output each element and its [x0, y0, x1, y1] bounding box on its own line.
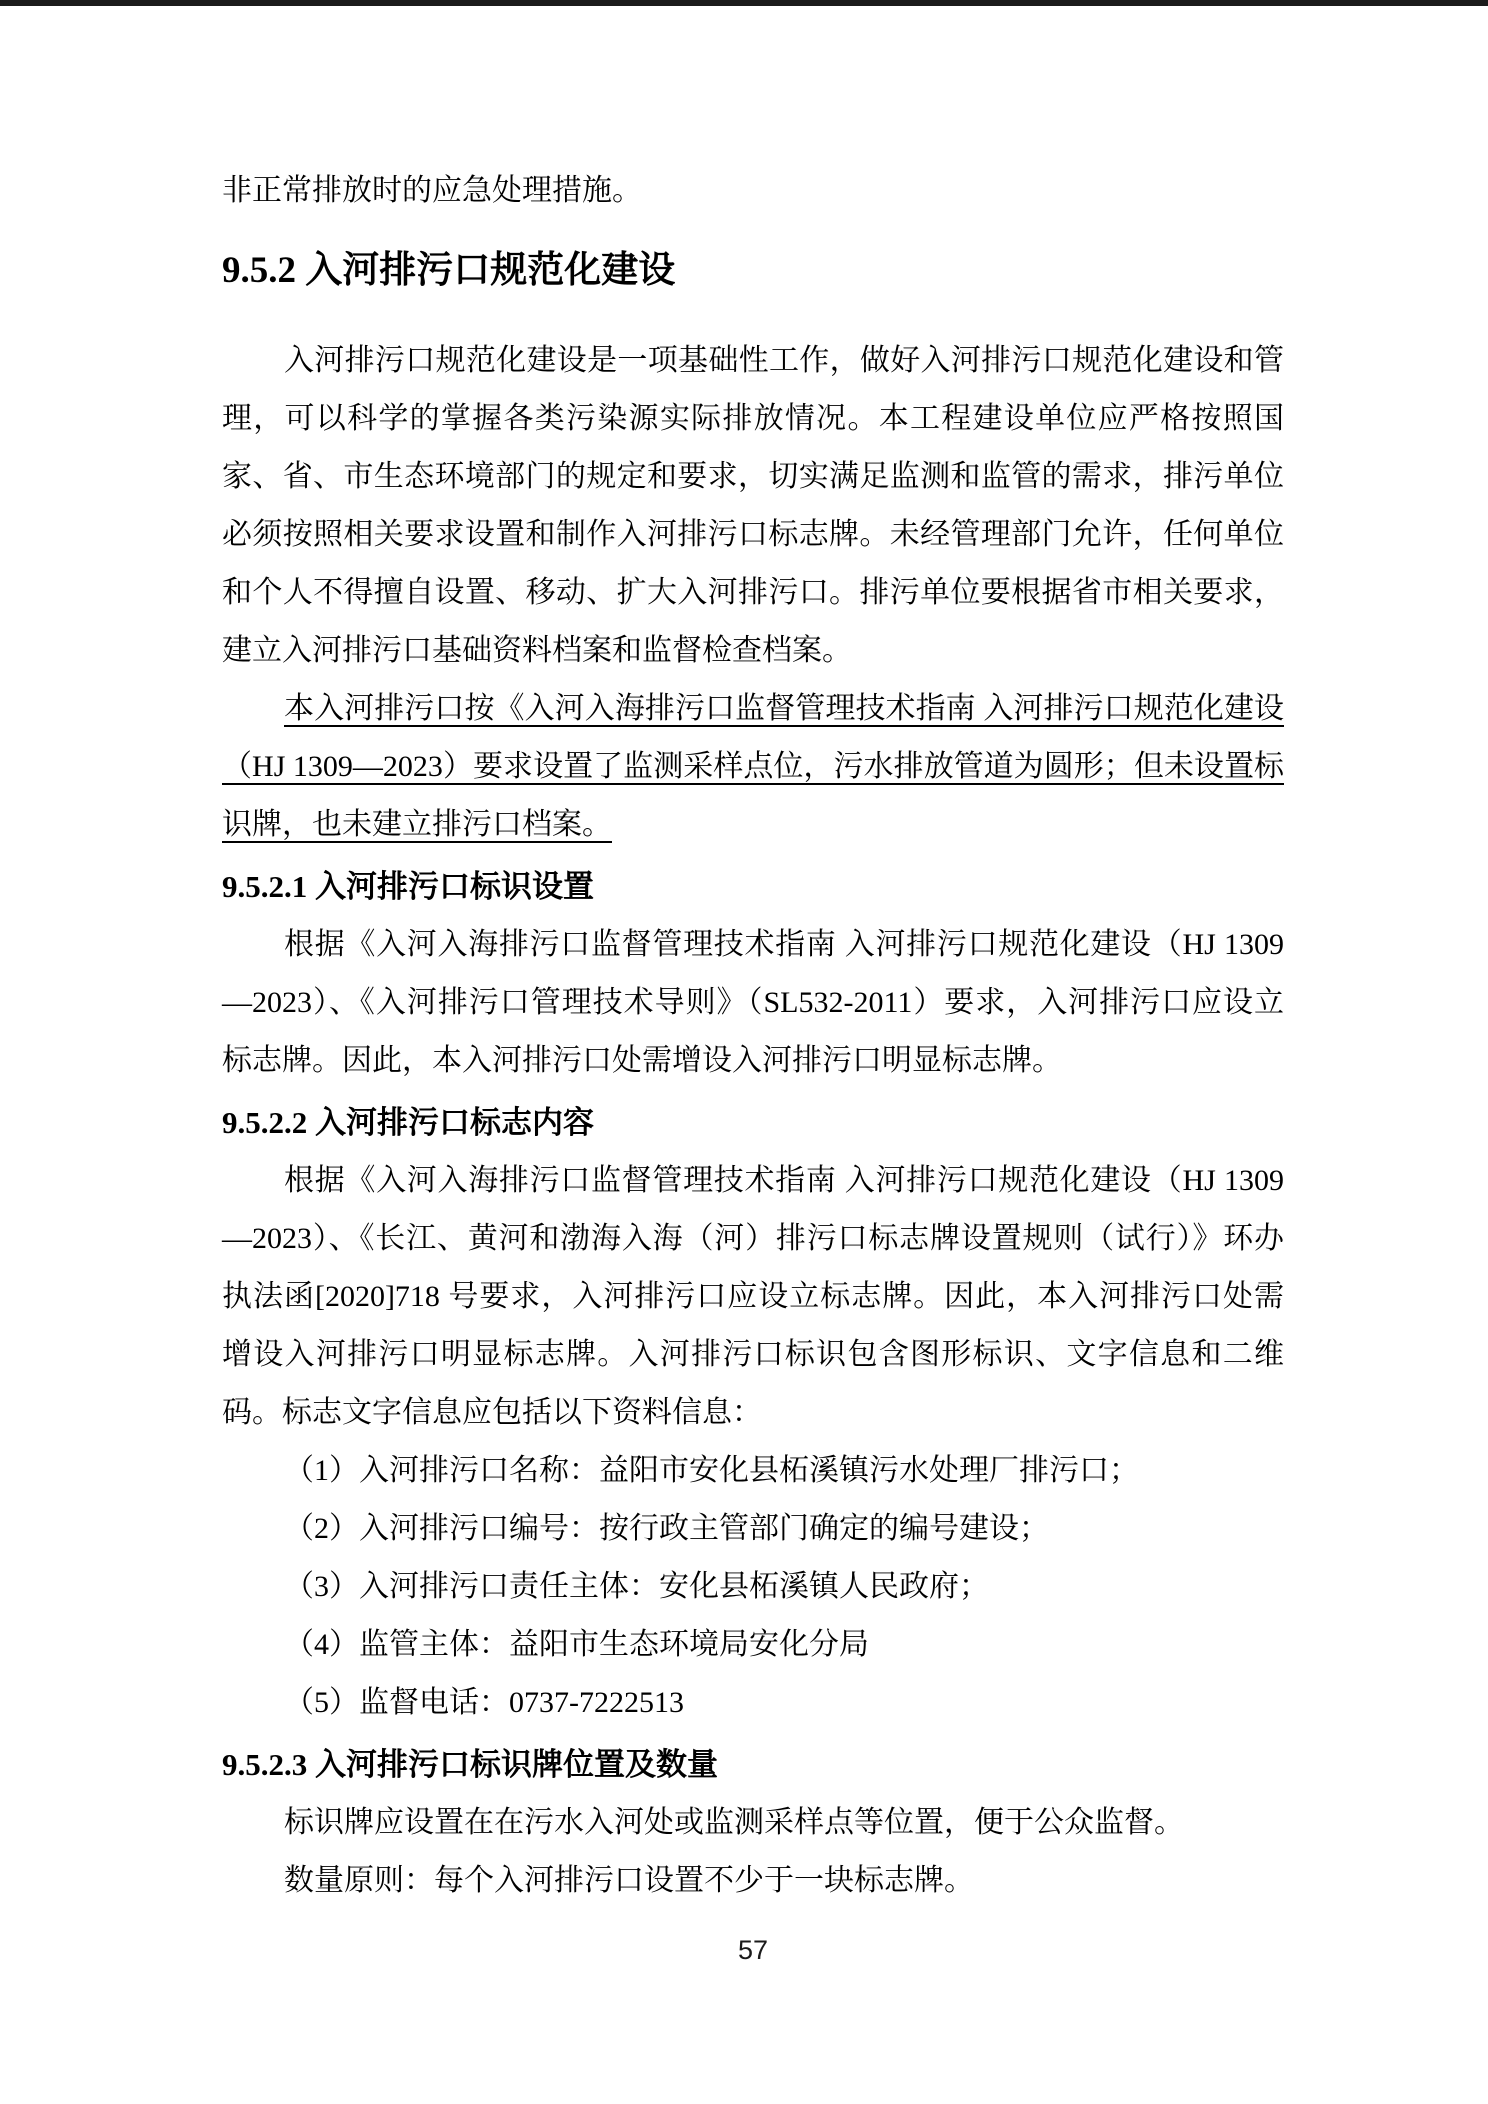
paragraph-sign-location: 标识牌应设置在在污水入河处或监测采样点等位置，便于公众监督。: [284, 1806, 1184, 1839]
paragraph-sign-quantity: 数量原则：每个入河排污口设置不少于一块标志牌。: [284, 1864, 974, 1897]
list-item-outlet-name: （1）入河排污口名称：益阳市安化县柘溪镇污水处理厂排污口；: [284, 1454, 1139, 1487]
list-item-supervising-entity: （4）监管主体：益阳市生态环境局安化分局: [284, 1628, 869, 1661]
top-border-bar: [0, 0, 1488, 6]
list-item-responsible-entity: （3）入河排污口责任主体：安化县柘溪镇人民政府；: [284, 1570, 989, 1603]
subsection-heading-9-5-2-1: 9.5.2.1 入河排污口标识设置: [222, 869, 594, 904]
paragraph-sign-setup: 根据《入河入海排污口监督管理技术指南 入河排污口规范化建设（HJ 1309—2023）、《入河排污口管理技术导则》（SL532-2011）要求，入河排污口应设立标志牌。因此，本入河排污口处需增设入河排污口明显标志牌。: [222, 928, 1284, 1077]
paragraph-overview: 入河排污口规范化建设是一项基础性工作，做好入河排污口规范化建设和管理，可以科学的掌握各类污染源实际排放情况。本工程建设单位应严格按照国家、省、市生态环境部门的规定和要求，切实满足监测和监管的需求，排污单位必须按照相关要求设置和制作入河排污口标志牌。未经管理部门允许，任何单位和个人不得擅自设置、移动、扩大入河排污口。排污单位要根据省市相关要求，建立入河排污口基础资料档案和监督检查档案。: [222, 344, 1284, 667]
section-heading-9-5-2: 9.5.2 入河排污口规范化建设: [222, 250, 676, 291]
list-item-outlet-number: （2）入河排污口编号：按行政主管部门确定的编号建设；: [284, 1512, 1049, 1545]
paragraph-compliance-status: 本入河排污口按《入河入海排污口监督管理技术指南 入河排污口规范化建设（HJ 1309—2023）要求设置了监测采样点位，污水排放管道为圆形；但未设置标识牌，也未建立排污口档案。: [222, 692, 1284, 841]
page-number: 57: [737, 1935, 769, 1965]
paragraph-sign-content: 根据《入河入海排污口监督管理技术指南 入河排污口规范化建设（HJ 1309—2023）、《长江、黄河和渤海入海（河）排污口标志牌设置规则（试行）》环办执法函[2020]718 号要求，入河排污口应设立标志牌。因此，本入河排污口处需增设入河排污口明显标志牌。入河排污口标识包含图形标识、文字信息和二维码。标志文字信息应包括以下资料信息：: [222, 1164, 1284, 1429]
subsection-heading-9-5-2-2: 9.5.2.2 入河排污口标志内容: [222, 1105, 594, 1140]
continuation-line: 非正常排放时的应急处理措施。: [222, 174, 642, 207]
list-item-supervision-phone: （5）监督电话：0737-7222513: [284, 1686, 684, 1719]
subsection-heading-9-5-2-3: 9.5.2.3 入河排污口标识牌位置及数量: [222, 1747, 718, 1782]
